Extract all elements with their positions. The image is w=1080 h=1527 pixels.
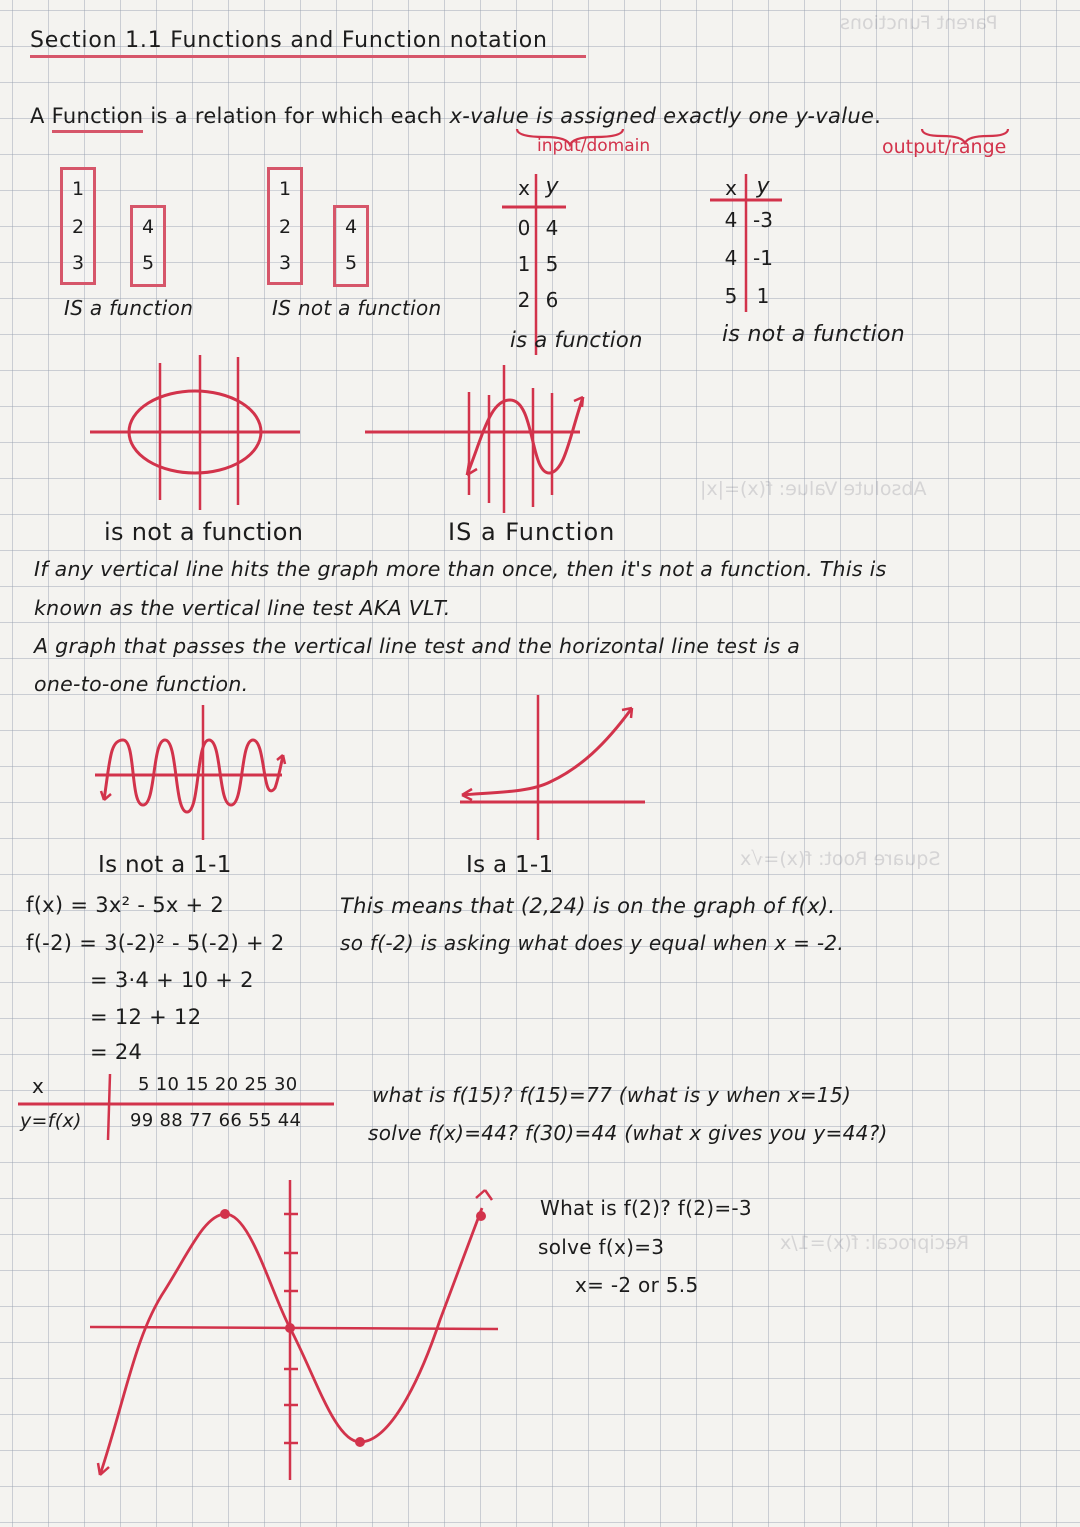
y-value-term: y-value	[795, 104, 875, 128]
y-value: 77	[189, 1110, 213, 1131]
one-to-one-paragraph-line: A graph that passes the vertical line test and the horizontal line test is a	[34, 634, 801, 658]
table-cell: 0	[517, 216, 531, 240]
one-to-one-paragraph-line: one-to-one function.	[34, 672, 249, 696]
graph-question: What is f(2)? f(2)=-3	[540, 1196, 752, 1220]
table-cell: 5	[545, 252, 559, 276]
evaluation-line: f(-2) = 3(-2)² - 5(-2) + 2	[26, 931, 285, 955]
x-value: 25	[244, 1074, 268, 1095]
range-value: 4	[141, 216, 155, 238]
graph-label: is not a function	[104, 518, 304, 546]
table-header: x	[518, 176, 530, 200]
domain-value: 3	[278, 252, 292, 274]
value-table-lines	[18, 1072, 338, 1142]
one-to-one-label: Is a 1-1	[466, 852, 554, 878]
evaluation-line: = 24	[90, 1040, 143, 1064]
table-cell: 6	[545, 288, 559, 312]
x-value: 30	[273, 1074, 298, 1095]
cubic-graph	[365, 355, 605, 515]
definition-prefix: A	[30, 104, 45, 128]
table-cell: 4	[724, 246, 738, 270]
cubic-function-graph	[80, 1170, 520, 1510]
definition-text-1: is a relation for which each	[150, 104, 443, 128]
y-value: 44	[277, 1110, 302, 1131]
x-value: 5	[138, 1074, 150, 1095]
table-cell: 4	[545, 216, 559, 240]
table-header: y	[756, 174, 770, 199]
function-definition-line: f(x) = 3x² - 5x + 2	[26, 893, 225, 917]
evaluation-note: This means that (2,24) is on the graph of f(x).	[340, 894, 836, 918]
y-value: 88	[159, 1110, 184, 1131]
table-header: x	[725, 176, 737, 200]
table-header: y	[545, 174, 559, 199]
y-value: 99	[130, 1110, 154, 1131]
bleed-through-text: Absolute Value: f(x)=|x|	[700, 478, 927, 500]
x-value: 15	[185, 1074, 209, 1095]
table-cell: 5	[724, 284, 738, 308]
graph-label: IS a Function	[448, 518, 616, 546]
table-lines	[708, 170, 788, 320]
range-value: 5	[141, 252, 155, 274]
definition-end: .	[874, 104, 882, 128]
domain-value: 2	[71, 216, 85, 238]
table-cell: -1	[753, 246, 773, 270]
evaluation-line: = 3·4 + 10 + 2	[90, 968, 254, 992]
table-cell: -3	[753, 208, 773, 232]
domain-value: 3	[71, 252, 85, 274]
table-question: what is f(15)? f(15)=77 (what is y when x=15)	[372, 1083, 852, 1107]
range-value: 4	[344, 216, 358, 238]
graph-answer: x= -2 or 5.5	[575, 1273, 699, 1297]
evaluation-note: so f(-2) is asking what does y equal when x = -2.	[340, 931, 845, 955]
domain-value: 1	[278, 178, 292, 200]
domain-box	[60, 167, 96, 285]
domain-box	[267, 167, 303, 285]
x-value-term: x-value	[449, 104, 529, 128]
value-table-y-label: y=f(x)	[20, 1110, 82, 1132]
table-cell: 1	[756, 284, 770, 308]
vlt-paragraph-line: If any vertical line hits the graph more than once, then it's not a function. This is	[34, 557, 887, 581]
section-title: Section 1.1 Functions and Function notation	[30, 28, 586, 58]
y-value: 55	[248, 1110, 272, 1131]
domain-value: 2	[278, 216, 292, 238]
vlt-paragraph-line: known as the vertical line test AKA VLT.	[34, 596, 451, 620]
ellipse-graph	[90, 355, 310, 515]
definition-text-2: is assigned exactly one	[535, 104, 789, 128]
range-box	[130, 205, 166, 287]
table-cell: 4	[724, 208, 738, 232]
definition-term: Function	[52, 104, 144, 133]
range-value: 5	[344, 252, 358, 274]
y-value: 66	[218, 1110, 243, 1131]
bleed-through-text: Parent Functions	[840, 12, 998, 34]
table-label: is a function	[510, 328, 643, 352]
x-value: 20	[214, 1074, 239, 1095]
bleed-through-text: Square Root: f(x)=√x	[740, 848, 941, 870]
mapping-label: IS not a function	[272, 296, 442, 320]
value-table-x-label: x	[32, 1074, 45, 1098]
bleed-through-text: Reciprocal: f(x)=1/x	[780, 1232, 970, 1254]
evaluation-line: = 12 + 12	[90, 1005, 202, 1029]
input-domain-annotation: input/domain	[537, 136, 651, 156]
table-cell: 2	[517, 288, 531, 312]
graph-question: solve f(x)=3	[538, 1235, 665, 1259]
mapping-label: IS a function	[64, 296, 194, 320]
range-box	[333, 205, 369, 287]
wave-graph	[90, 700, 290, 850]
one-to-one-label: Is not a 1-1	[98, 852, 232, 878]
table-cell: 1	[517, 252, 531, 276]
x-value: 10	[155, 1074, 180, 1095]
function-definition	[30, 104, 881, 128]
exponential-graph	[390, 690, 650, 850]
table-question: solve f(x)=44? f(30)=44 (what x gives you y=44?)	[368, 1121, 888, 1145]
table-label: is not a function	[722, 322, 906, 347]
output-range-annotation: output/range	[882, 136, 1007, 158]
domain-value: 1	[71, 178, 85, 200]
